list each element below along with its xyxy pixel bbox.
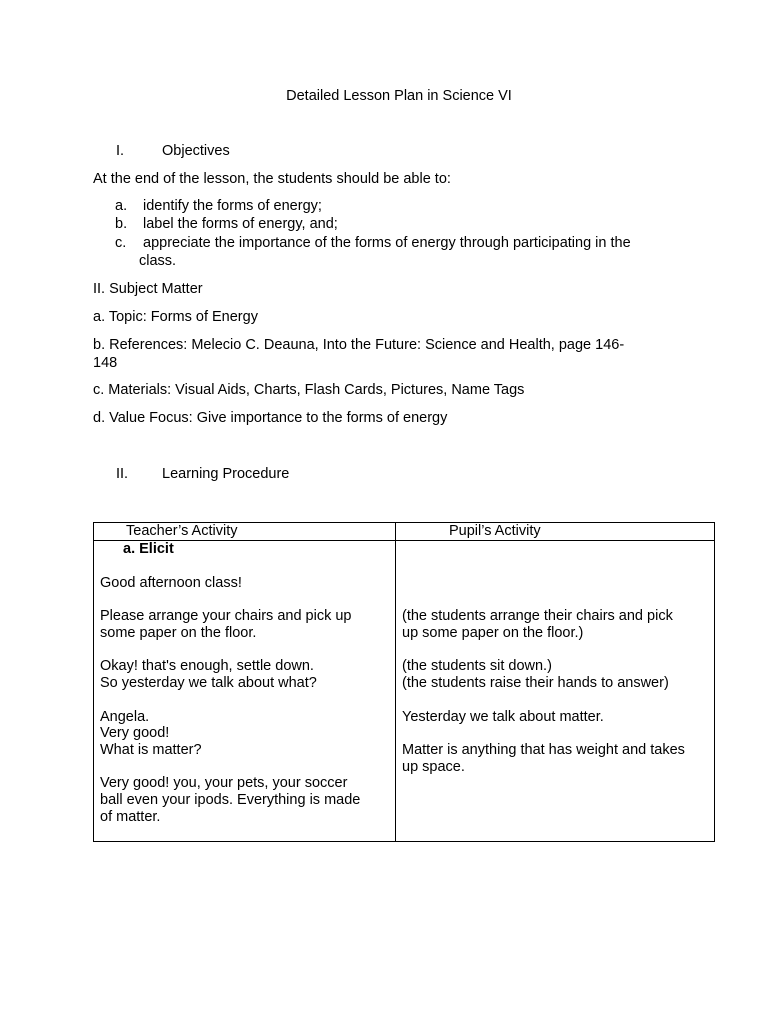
objective-item-continuation: class. [139, 253, 177, 269]
list-text: appreciate the importance of the forms of energy through participating in the [143, 235, 631, 251]
list-marker: a. [115, 198, 128, 214]
teacher-line: of matter. [100, 809, 161, 825]
subject-references-continuation: 148 [93, 355, 118, 371]
header-divider [94, 540, 714, 541]
pupil-line: (the students raise their hands to answer) [402, 675, 669, 691]
teacher-line: ball even your ipods. Everything is made [100, 792, 361, 808]
procedure-numeral: II. [116, 466, 129, 482]
teacher-line: Very good! [100, 725, 170, 741]
objective-item [115, 216, 338, 233]
pupil-line: Yesterday we talk about matter. [402, 709, 604, 725]
column-divider [395, 523, 396, 841]
teacher-line: some paper on the floor. [100, 625, 257, 641]
pupil-line: (the students arrange their chairs and pick [402, 608, 673, 624]
header-teacher-activity: Teacher’s Activity [126, 523, 238, 539]
pupil-line: (the students sit down.) [402, 658, 552, 674]
objectives-heading: Objectives [162, 143, 230, 159]
teacher-line: Angela. [100, 709, 150, 725]
teacher-line: Okay! that's enough, settle down. [100, 658, 314, 674]
list-marker: c. [115, 235, 127, 251]
objectives-intro: At the end of the lesson, the students should be able to: [93, 171, 451, 187]
subject-materials: c. Materials: Visual Aids, Charts, Flash Cards, Pictures, Name Tags [93, 382, 525, 398]
teacher-line: Please arrange your chairs and pick up [100, 608, 352, 624]
objective-item [115, 198, 322, 215]
objective-item [115, 235, 631, 252]
pupil-line: up space. [402, 759, 465, 775]
list-marker: b. [115, 216, 128, 232]
header-pupil-activity: Pupil’s Activity [449, 523, 541, 539]
teacher-line: Very good! you, your pets, your soccer [100, 775, 348, 791]
teacher-line: What is matter? [100, 742, 202, 758]
subject-topic: a. Topic: Forms of Energy [93, 309, 258, 325]
document-title: Detailed Lesson Plan in Science VI [286, 88, 512, 104]
teacher-line: Good afternoon class! [100, 575, 242, 591]
objectives-numeral: I. [116, 143, 125, 159]
list-text: label the forms of energy, and; [143, 216, 338, 232]
subject-value-focus: d. Value Focus: Give importance to the forms of energy [93, 410, 448, 426]
subject-matter-heading: II. Subject Matter [93, 281, 203, 297]
pupil-line: Matter is anything that has weight and takes [402, 742, 685, 758]
activity-table [93, 522, 715, 842]
procedure-heading: Learning Procedure [162, 466, 290, 482]
teacher-line: So yesterday we talk about what? [100, 675, 317, 691]
section-label-elicit: a. Elicit [123, 541, 174, 557]
list-text: identify the forms of energy; [143, 198, 322, 214]
subject-references: b. References: Melecio C. Deauna, Into the Future: Science and Health, page 146- [93, 337, 625, 353]
pupil-line: up some paper on the floor.) [402, 625, 584, 641]
